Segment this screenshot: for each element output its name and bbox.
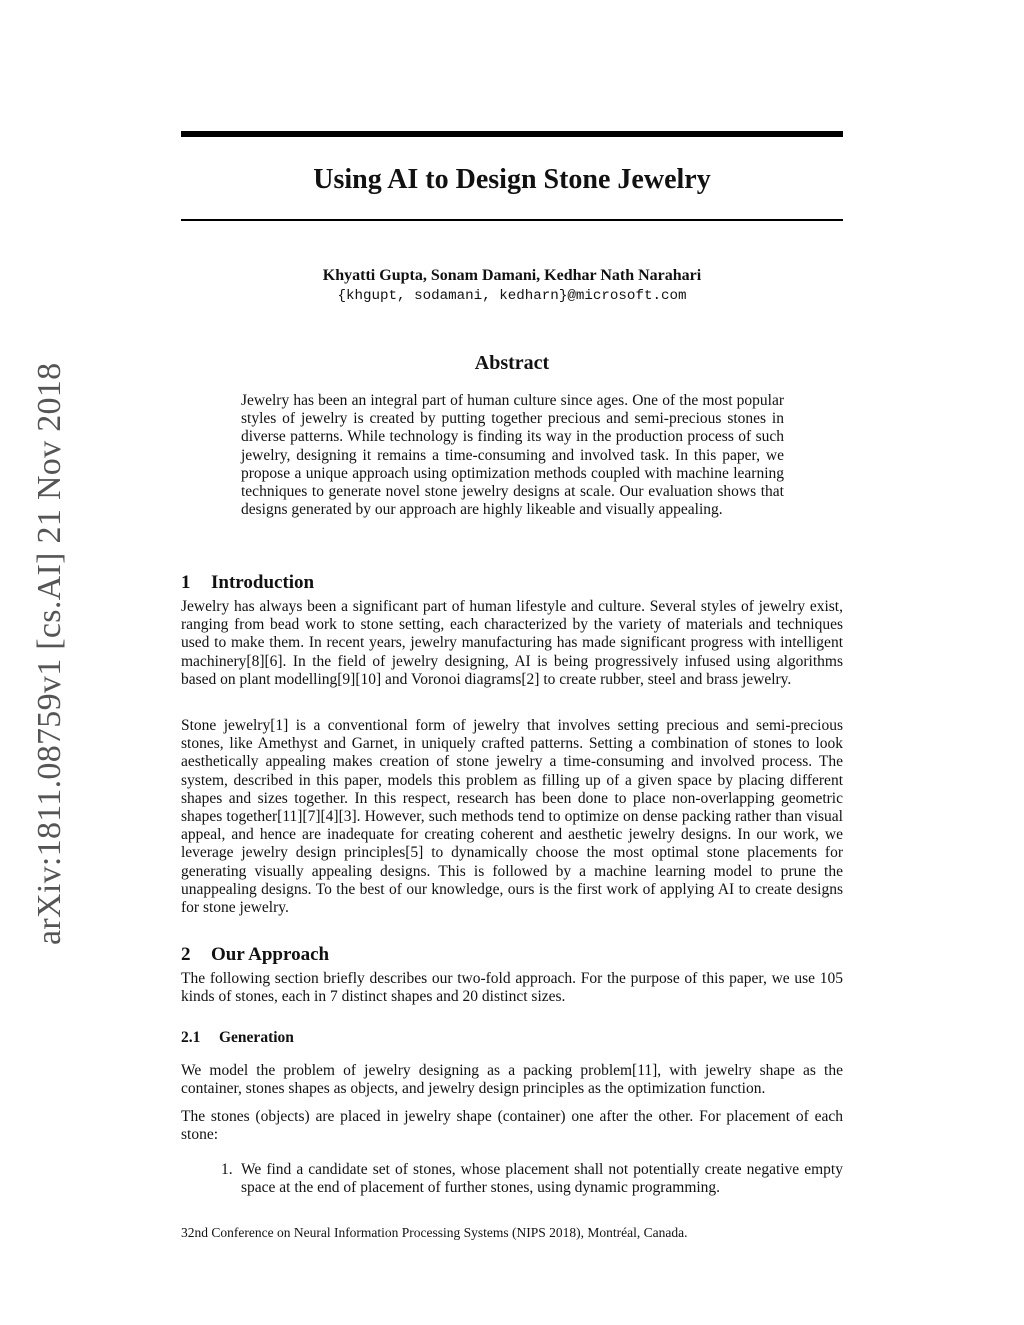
paper-title: Using AI to Design Stone Jewelry	[313, 164, 711, 195]
section-1-number: 1	[181, 572, 191, 593]
conference-footnote: 32nd Conference on Neural Information Processing Systems (NIPS 2018), Montréal, Canada.	[181, 1225, 688, 1240]
section-1-heading	[181, 571, 843, 595]
abstract-heading: Abstract	[474, 352, 550, 374]
subsection-2-1-number: 2.1	[181, 1029, 201, 1046]
list-item-number: 1.	[221, 1161, 233, 1178]
section-2-title: Our Approach	[211, 944, 330, 965]
section-2-heading	[181, 943, 843, 967]
generation-paragraph-1: We model the problem of jewelry designing as a packing problem[11], with jewelry shape as the container, stones shapes as objects, and jewelry design principles as the optimization function.	[181, 1062, 843, 1098]
title-rule-top	[181, 131, 843, 137]
author-list: Khyatti Gupta, Sonam Damani, Kedhar Nath Narahari	[322, 267, 702, 284]
list-item	[181, 1161, 843, 1197]
section-1-title: Introduction	[211, 572, 315, 593]
abstract-body: Jewelry has been an integral part of human culture since ages. One of the most popular styles of jewelry is created by putting together precious and semi-precious stones in diverse patterns. While technology is finding its way in the production process of such jewelry, designing it remains a time-consuming and involved task. In this paper, we propose a unique approach using optimization methods coupled with machine learning techniques to generate novel stone jewelry designs at scale. Our evaluation shows that designs generated by our approach are highly likeable and visually appealing.	[241, 392, 784, 519]
author-emails: {khgupt, sodamani, kedharn}@microsoft.com	[337, 288, 687, 304]
list-item-text: We find a candidate set of stones, whose placement shall not potentially create negative empty space at the end of placement of further stones, using dynamic programming.	[241, 1161, 843, 1197]
approach-paragraph-1: The following section briefly describes our two-fold approach. For the purpose of this paper, we use 105 kinds of stones, each in 7 distinct shapes and 20 distinct sizes.	[181, 970, 843, 1006]
subsection-2-1-heading	[181, 1028, 843, 1048]
title-rule-bottom	[181, 219, 843, 221]
subsection-2-1-title: Generation	[219, 1029, 294, 1046]
intro-paragraph-2: Stone jewelry[1] is a conventional form of jewelry that involves setting precious and semi-precious stones, like Amethyst and Garnet, in uniquely crafted patterns. Setting a combination of stones to look aesthetically appealing makes creation of stone jewelry a time-consuming and involved process. The system, described in this paper, models this problem as filling up of a given space by placing different shapes and sizes together. In this respect, research has been done to place non-overlapping geometric shapes together[11][7][4][3]. However, such methods tend to optimize on dense packing rather than visual appeal, and hence are inadequate for creating coherent and aesthetic jewelry designs. In our work, we leverage jewelry design principles[5] to dynamically choose the most optimal stone placements for generating visually appealing designs. This is followed by a machine learning model to prune the unappealing designs. To the best of our knowledge, ours is the first work of applying AI to create designs for stone jewelry.	[181, 717, 843, 917]
generation-paragraph-2: The stones (objects) are placed in jewelry shape (container) one after the other. For placement of each stone:	[181, 1108, 843, 1144]
arxiv-identifier: arXiv:1811.08759v1 [cs.AI] 21 Nov 2018	[31, 362, 68, 945]
section-2-number: 2	[181, 944, 191, 965]
intro-paragraph-1: Jewelry has always been a significant part of human lifestyle and culture. Several styles of jewelry exist, ranging from bead work to stone setting, each characterized by the variety of materials and techniques used to make them. In recent years, jewelry manufacturing has made significant progress with intelligent machinery[8][6]. In the field of jewelry designing, AI is being progressively infused using algorithms based on plant modelling[9][10] and Voronoi diagrams[2] to create rubber, steel and brass jewelry.	[181, 598, 843, 688]
